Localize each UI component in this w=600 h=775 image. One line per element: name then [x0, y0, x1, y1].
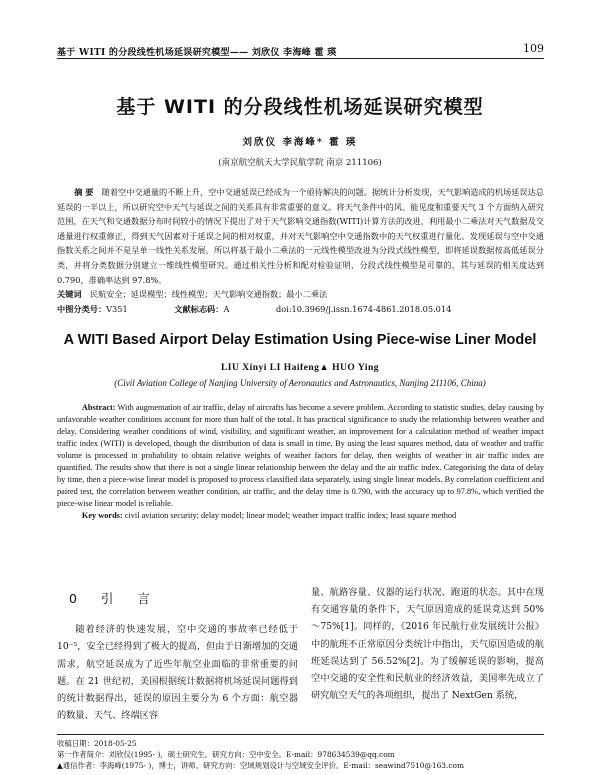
chinese-abstract-block — [57, 185, 544, 316]
doi: doi:10.3969/j.issn.1674-4861.2018.05.014 — [275, 303, 452, 314]
running-title: 基于 WITI 的分段线性机场延误研究模型—— 刘欣仪 李海峰 霍 瑛 — [57, 48, 337, 58]
english-abstract — [57, 402, 544, 510]
footnote-received: 收稿日期：2018-05-25 — [57, 739, 137, 748]
english-keywords-text: civil aviation security; delay model; linear model; weather impact traffic index; least square method — [124, 511, 457, 520]
abstract-text: 随着空中交通量的不断上升，空中交通延误已经成为一个亟待解决的问题。据统计分析发现，天气影响造成的机场延误达总延误的一半以上，所以研究空中天气与延误之间的关系具有非常重要的意义。将天气条件中的风、能见度和重要天气 3 个方面纳入研究范围，在天气和交通数据分布时间较小的情况下提出了对于天气影响交通指数(WITI)计算方法的改进，利用最小二乘法对天气数据及交通量进行权重修正，得到天气因素对于延误之间的相对权重，并对天气影响空中交通指数中的天气权重进行量化。发现延误与空中交通指数关系之间并不是呈单一线性关系发展，所以将基于最小二乘法的一元线性模型改进为分段式线性模型，即将延误数据按高低延误分类，并将分类数据分别建立一维线性模型研究。通过相关性分析和配对检验证明，分段式线性模型是可靠的，其与延误的相关度达到 0.790，准确率达到 97.8%。 — [57, 187, 544, 285]
running-header — [57, 44, 544, 59]
english-keywords — [57, 510, 544, 522]
footnotes — [57, 734, 544, 771]
english-title: A WITI Based Airport Delay Estimation Using Piece-wise Liner Model — [63, 332, 537, 348]
english-keywords-label: Key words: — [81, 511, 123, 520]
keywords-label: 关键词 — [57, 289, 82, 300]
classification-line — [57, 302, 544, 317]
english-authors: LIU Xinyi LI Haifeng▲ HUO Ying — [220, 363, 380, 373]
body-right-column — [311, 584, 544, 704]
body-left-column — [57, 590, 298, 724]
english-abstract-label: Abstract: — [81, 403, 116, 412]
keywords-text: 民航安全；延误模型；线性模型；天气影响交通指数；最小二乘法 — [89, 289, 328, 300]
document-code: 文献标志码：A — [174, 303, 230, 314]
body-paragraph-left: 随着经济的快速发展，空中交通的事故率已经低于 10⁻⁵，安全已经得到了极大的提高，但由于日渐增加的交通需求，航空延误成为了近些年航空业面临的非常重要的问题。在 21 世纪初，美国根据统计数据将机场延误问题得到的统计数据得出，延误的原因主要分为 6 个方面：航空器的数量、天气、终端区容 — [57, 624, 298, 722]
english-abstract-text: With augmentation of air traffic, delay of aircrafts has become a severe problem. According to statistic studies, delay causing by unfavorable weather conditions account for more than half of the total. It has practical significance to study the relationship between weather and delay. Considering weather conditions of wind, visibility, and significant weather, an improvement for a calculation method of weather impact traffic index (WITI) is developed, though the distribution of data is small in time. By using the least squares method, data of weather and traffic volume is processed in probability to obtain relative weights of weather factors for delay, then weights of weather in air traffic index are quantified. The results show that there is not a single linear relationship between the delay and the air traffic index. Categorising the data of delay by time, then a piece-wise linear model is proposed to process classified data separately, using single linear models. By correlation coefficient and paired test, the correlation between weather condition, air traffic, and the delay time is 0.790, with the accuracy up to 97.8%, which verified the piece-wise linear model is reliable. — [57, 403, 544, 508]
chinese-keywords — [57, 287, 544, 302]
section-heading: 0 引 言 — [69, 591, 160, 606]
english-affiliation: (Civil Aviation College of Nanjing University of Aeronautics and Astronautics, Nanjing 211106, China) — [114, 378, 486, 388]
chinese-abstract — [57, 185, 544, 287]
body-paragraph-right: 量、航路容量、仪器的运行状况、跑道的状态。其中在现有交通容量的条件下，天气原因造成的延误竟达到 50%～75%[1]。同样的，《2016 年民航行业发展统计公报》中的航班不正常原因分类统计中指出，天气原因造成的航班延误达到了 56.52%[2]。为了缓解延误的影响，提高空中交通的安全性和民航业的经济效益，美国率先成立了研究航空天气的各项组织，提出了 NextGen 系统， — [311, 587, 544, 702]
chinese-authors: 刘欣仪 李海峰* 霍 瑛 — [242, 137, 358, 148]
clc-code: 中图分类号：V351 — [57, 303, 128, 314]
page-number: 109 — [523, 42, 544, 55]
english-abstract-block — [57, 402, 544, 522]
footnote-corresponding-author: ▲通信作者：李海峰(1975- )，博士，讲师。研究方向：空域规划设计与空域安全评价。E-mail：seawind7510@163.com — [57, 761, 464, 770]
footnote-first-author: 第一作者简介：刘欣仪(1995- )，硕士研究生。研究方向：空中安全。E-mail：978634539@qq.com — [57, 750, 395, 759]
chinese-affiliation: (南京航空航天大学民航学院 南京 211106) — [218, 158, 382, 168]
chinese-title: 基于 WITI 的分段线性机场延误研究模型 — [116, 96, 484, 118]
abstract-label: 摘 要 — [74, 187, 94, 197]
